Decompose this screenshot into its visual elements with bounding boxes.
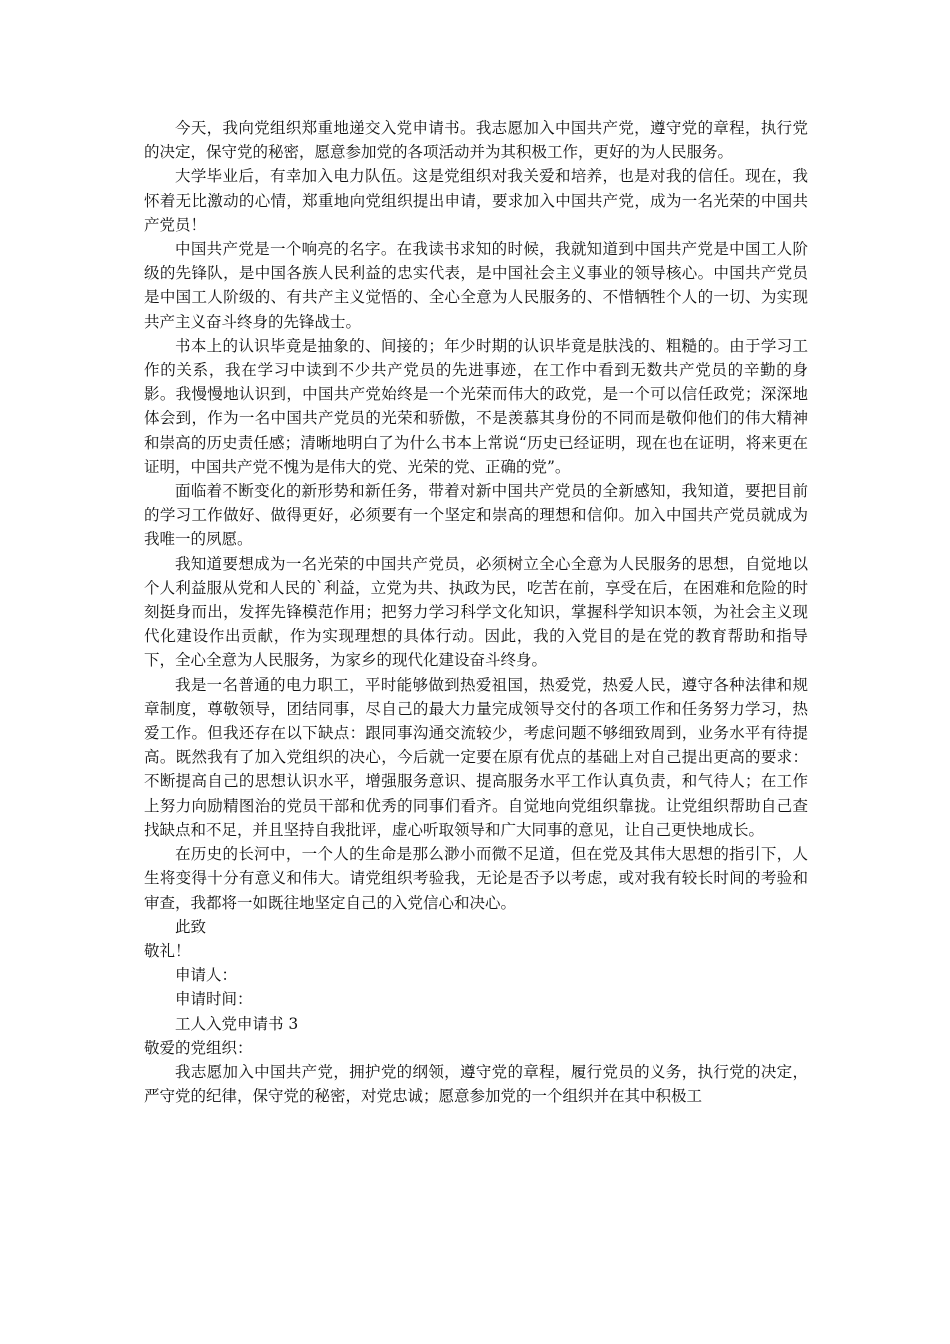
greeting: 敬爱的党组织：: [144, 1038, 253, 1057]
paragraph: 书本上的认识毕竟是抽象的、间接的；年少时期的认识毕竟是肤浅的、粗糙的。由于学习工作的关系，我在学习中读到不少共产党员的先进事迹，在工作中看到无数共产党员的辛勤的身影。我慢慢地认识到，中国共产党始终是一个光荣而伟大的政党，是一个可以信任政党；深深地体会到，作为一名中国共产党员的光荣和骄傲，不是羡慕其身份的不同而是敬仰他们的伟大精神和崇高的历史责任感；清晰地明白了为什么书本上常说“历史已经证明，现在也在证明，将来更在证明，中国共产党不愧为是伟大的党、光荣的党、正确的党”。: [144, 336, 808, 476]
paragraph: 面临着不断变化的新形势和新任务，带着对新中国共产党员的全新感知，我知道，要把目前的学习工作做好、做得更好，必须要有一个坚定和崇高的理想和信仰。加入中国共产党员就成为我唯一的夙愿。: [144, 482, 808, 549]
section-title: 工人入党申请书 3: [175, 1014, 299, 1033]
closing-regards: 敬礼！: [144, 941, 191, 960]
application-date-label: 申请时间：: [175, 990, 253, 1009]
closing-salutation: 此致: [175, 917, 207, 936]
paragraph: 我知道要想成为一名光荣的中国共产党员，必须树立全心全意为人民服务的思想，自觉地以个人利益服从党和人民的`利益，立党为共、执政为民，吃苦在前，享受在后，在困难和危险的时刻挺身而出，发挥先锋模范作用；把努力学习科学文化知识，掌握科学知识本领，为社会主义现代化建设作出贡献，作为实现理想的具体行动。因此，我的入党目的是在党的教育帮助和指导下，全心全意为人民服务，为家乡的现代化建设奋斗终身。: [144, 554, 808, 670]
paragraph: 今天，我向党组织郑重地递交入党申请书。我志愿加入中国共产党，遵守党的章程，执行党的决定，保守党的秘密，愿意参加党的各项活动并为其积极工作，更好的为人民服务。: [144, 119, 808, 162]
document-body: [144, 116, 808, 1108]
paragraph: 在历史的长河中，一个人的生命是那么渺小而微不足道，但在党及其伟大思想的指引下，人生将变得十分有意义和伟大。请党组织考验我，无论是否予以考虑，或对我有较长时间的考验和审查，我都将一如既往地坚定自己的入党信心和决心。: [144, 845, 808, 912]
paragraph: 我志愿加入中国共产党，拥护党的纲领，遵守党的章程，履行党员的义务，执行党的决定，严守党的纪律，保守党的秘密，对党忠诚；愿意参加党的一个组织并在其中积极工: [144, 1062, 808, 1106]
paragraph: 中国共产党是一个响亮的名字。在我读书求知的时候，我就知道到中国共产党是中国工人阶级的先锋队，是中国各族人民利益的忠实代表，是中国社会主义事业的领导核心。中国共产党员是中国工人阶级的、有共产主义觉悟的、全心全意为人民服务的、不惜牺牲个人的一切、为实现共产主义奋斗终身的先锋战士。: [144, 240, 808, 331]
paragraph: 我是一名普通的电力职工，平时能够做到热爱祖国，热爱党，热爱人民，遵守各种法律和规章制度，尊敬领导，团结同事，尽自己的最大力量完成领导交付的各项工作和任务努力学习，热爱工作。但我还存在以下缺点：跟同事沟通交流较少，考虑问题不够细致周到，业务水平有待提高。既然我有了加入党组织的决心，今后就一定要在原有优点的基础上对自己提出更高的要求：不断提高自己的思想认识水平，增强服务意识、提高服务水平工作认真负责，和气待人；在工作上努力向励精图治的党员干部和优秀的同事们看齐。自觉地向党组织靠拢。让党组织帮助自己查找缺点和不足，并且坚持自我批评，虚心听取领导和广大同事的意见，让自己更快地成长。: [144, 675, 808, 839]
applicant-label: 申请人：: [175, 966, 238, 985]
paragraph: 大学毕业后，有幸加入电力队伍。这是党组织对我关爱和培养，也是对我的信任。现在，我怀着无比激动的心情，郑重地向党组织提出申请，要求加入中国共产党，成为一名光荣的中国共产党员！: [144, 167, 808, 234]
